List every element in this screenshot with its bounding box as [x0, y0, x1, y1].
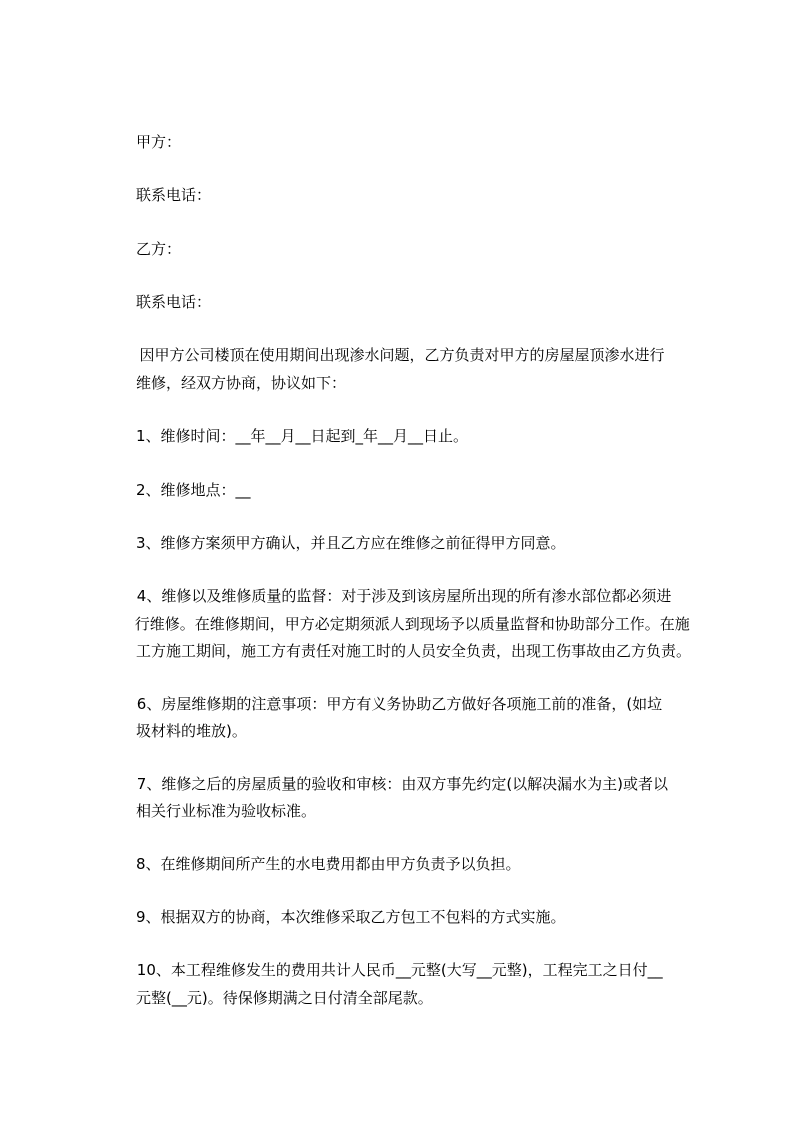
clause-2: 2、维修地点：__ — [136, 481, 251, 499]
clause-4-line-1: 4、维修以及维修质量的监督：对于涉及到该房屋所出现的所有渗水部位都必须进 — [132, 587, 672, 605]
party-b-label: 乙方： — [136, 240, 182, 258]
clause-7-line-1: 7、维修之后的房屋质量的验收和审核：由双方事先约定(以解决漏水为主)或者以 — [132, 775, 669, 793]
clause-9: 9、根据双方的协商，本次维修采取乙方包工不包料的方式实施。 — [136, 908, 566, 926]
clause-4-line-3: 工方施工期间，施工方有责任对施工时的人员安全负责，出现工伤事故由乙方负责。 — [136, 642, 692, 660]
clause-6-line-1: 6、房屋维修期的注意事项：甲方有义务协助乙方做好各项施工前的准备，(如垃 — [132, 695, 663, 713]
party-a-phone-label: 联系电话： — [136, 186, 212, 204]
clause-8: 8、在维修期间所产生的水电费用都由甲方负责予以负担。 — [136, 855, 521, 873]
intro-line-1: 因甲方公司楼顶在使用期间出现渗水问题，乙方负责对甲方的房屋屋顶渗水进行 — [130, 346, 665, 364]
party-b-phone-label: 联系电话： — [136, 293, 212, 311]
clause-6-line-2: 圾材料的堆放)。 — [136, 722, 247, 740]
clause-7-line-2: 相关行业标准为验收标准。 — [136, 802, 317, 820]
clause-10-line-1: 10、本工程维修发生的费用共计人民币__元整(大写__元整)，工程完工之日付__ — [132, 961, 663, 979]
party-a-label: 甲方： — [136, 133, 182, 151]
intro-line-2: 维修，经双方协商，协议如下： — [136, 374, 347, 392]
clause-4-line-2: 行维修。在维修期间，甲方必定期须派人到现场予以质量监督和协助部分工作。在施 — [130, 615, 690, 633]
clause-1: 1、维修时间：__年__月__日起到_年__月__日止。 — [136, 427, 469, 445]
clause-3: 3、维修方案须甲方确认，并且乙方应在维修之前征得甲方同意。 — [136, 534, 566, 552]
clause-10-line-2: 元整(__元)。待保修期满之日付清全部尾款。 — [136, 989, 433, 1007]
